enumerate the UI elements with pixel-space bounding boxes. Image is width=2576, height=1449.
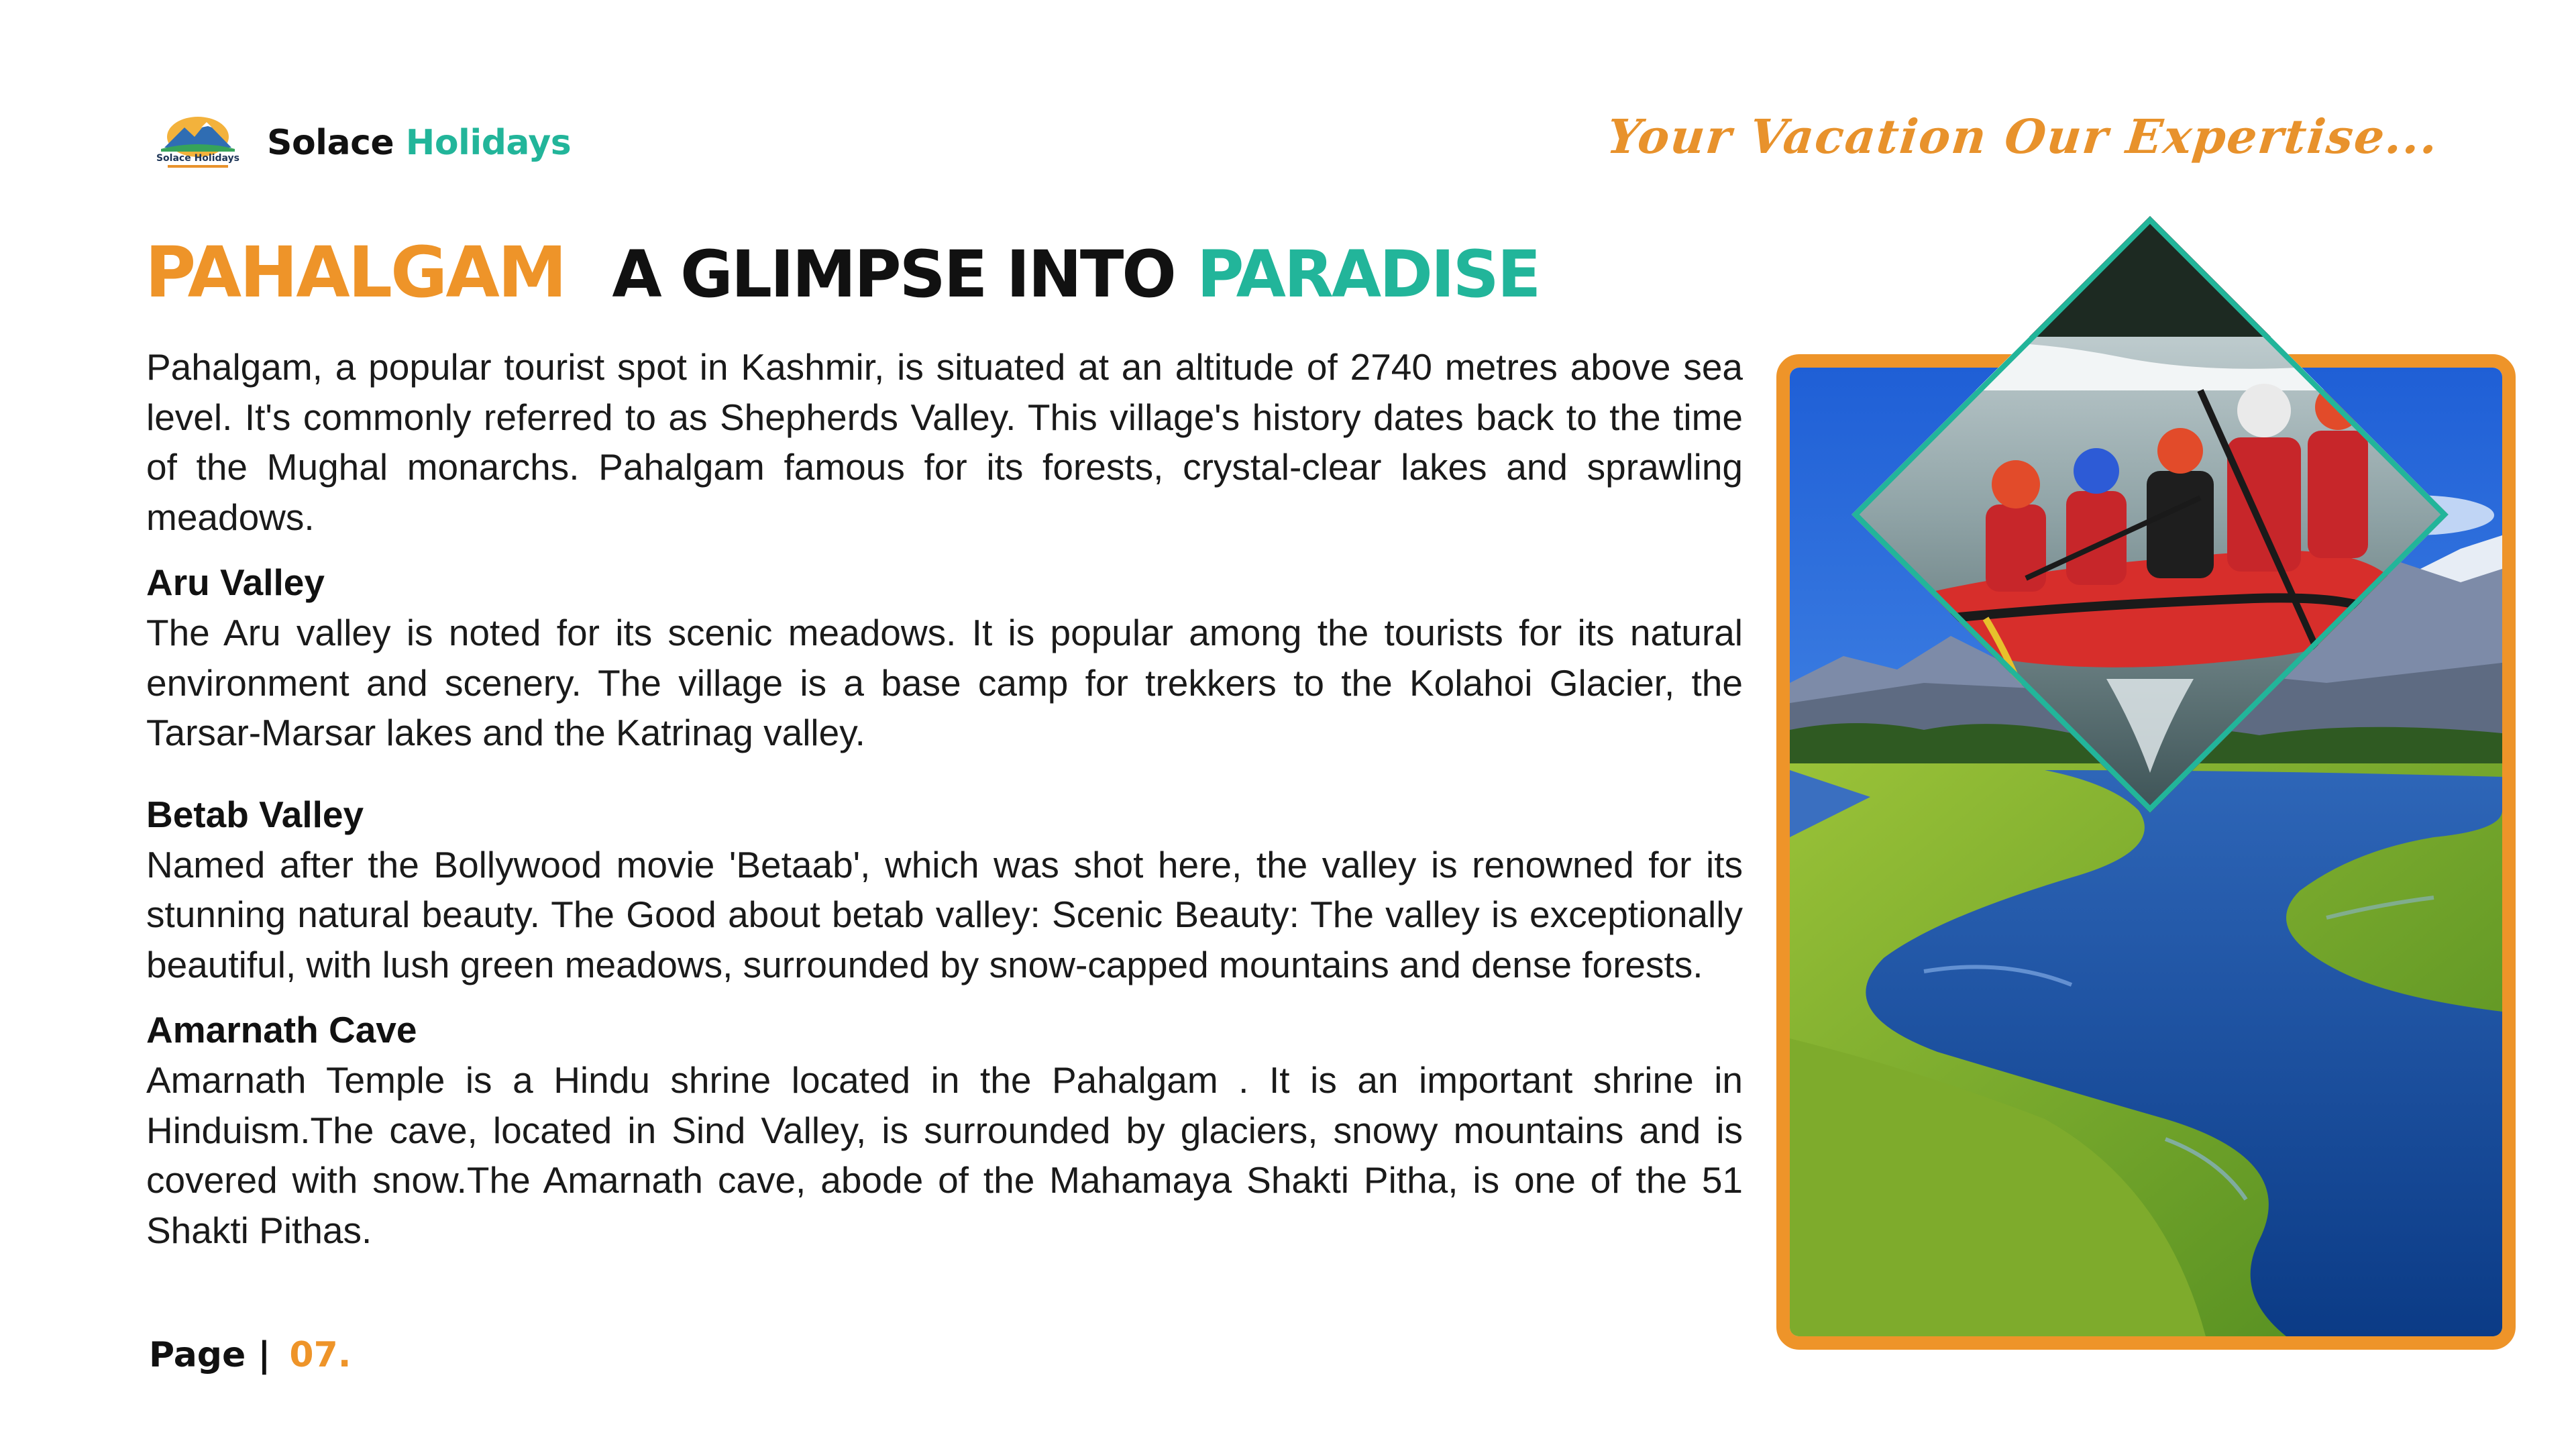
river-rafting-image	[1851, 216, 2449, 813]
page-number: 07.	[289, 1335, 352, 1375]
page-label: Page |	[149, 1335, 271, 1375]
section-heading-aru: Aru Valley	[146, 561, 325, 603]
tagline: Your Vacation Our Expertise...	[1604, 109, 2442, 164]
section-text-amarnath: Amarnath Temple is a Hindu shrine located in the Pahalgam . It is an important shrine in Hinduism.The cave, located in Sind Valley, is surrounded by glaciers, snowy mountains and is covered with snow.The Amarnath cave, abode of the Mahamaya Shakti Pitha, is one of the 51 Shakti Pithas.	[146, 1059, 1743, 1251]
content-body	[146, 342, 1743, 1255]
solace-logo	[148, 113, 248, 173]
section-heading-betab: Betab Valley	[146, 793, 364, 835]
title-middle: A GLIMPSE INTO	[612, 237, 1175, 312]
brand-name-part2: Holidays	[405, 123, 572, 163]
brand-name-part1: Solace	[267, 123, 394, 163]
section-text-aru: The Aru valley is noted for its scenic meadows. It is popular among the tourists for its natural environment and scenery. The village is a base camp for trekkers to the Kolahoi Glacier, the Tarsar-Marsar lakes and the Katrinag valley.	[146, 612, 1743, 753]
page-title	[145, 231, 1539, 313]
brand	[148, 113, 571, 173]
intro-paragraph: Pahalgam, a popular tourist spot in Kashmir, is situated at an altitude of 2740 metres above sea level. It's commonly referred to as Shepherds Valley. This village's history dates back to the time of the Mughal monarchs. Pahalgam famous for its forests, crystal-clear lakes and sprawling meadows.	[146, 346, 1743, 538]
section-text-betab: Named after the Bollywood movie 'Betaab', which was shot here, the valley is renowned for its stunning natural beauty. The Good about betab valley: Scenic Beauty: The valley is exceptionally beautiful, with lush green meadows, surrounded by snow-capped mountains and dense forests.	[146, 843, 1743, 985]
title-highlight: PARADISE	[1197, 237, 1540, 312]
title-place: PAHALGAM	[145, 231, 566, 313]
diamond-inset	[1851, 216, 2449, 813]
section-heading-amarnath: Amarnath Cave	[146, 1009, 417, 1051]
brand-name	[267, 123, 571, 163]
page-footer	[149, 1335, 352, 1375]
logo-wordmark: Solace Holidays	[156, 153, 240, 164]
